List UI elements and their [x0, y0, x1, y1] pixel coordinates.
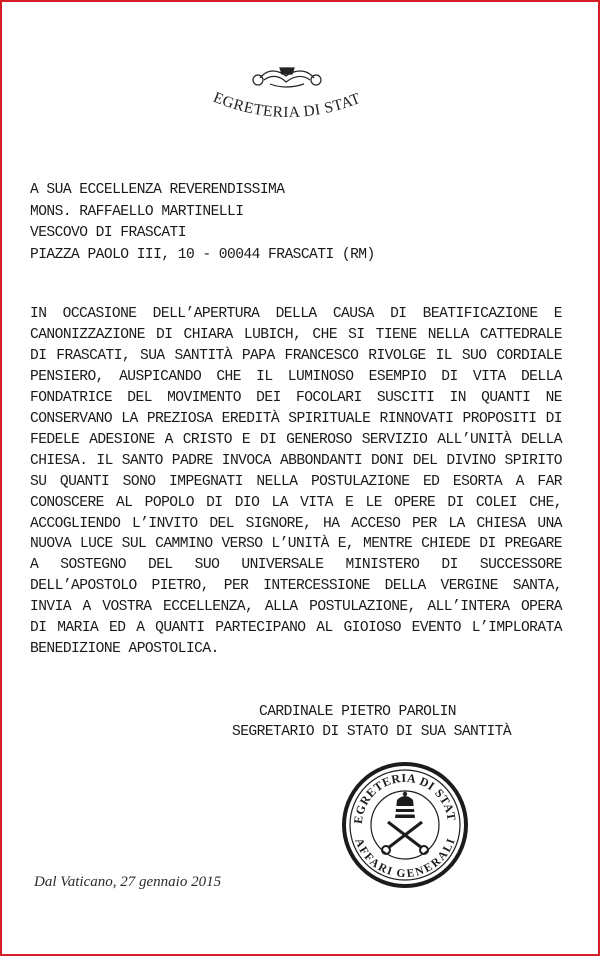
- letterhead-emblem: [198, 60, 378, 140]
- official-seal: [340, 760, 470, 890]
- signatory-title: SEGRETARIO DI STATO DI SUA SANTITÀ: [232, 724, 512, 740]
- addressee-line: A SUA ECCELLENZA REVERENDISSIMA: [30, 182, 285, 198]
- signatory-name: CARDINALE PIETRO PAROLIN: [259, 704, 456, 720]
- addressee-line: PIAZZA PAOLO III, 10 - 00044 FRASCATI (RM): [30, 246, 375, 263]
- keys-ribbon-icon: [253, 68, 321, 87]
- seal-bottom-text: AFFARI GENERALI: [352, 836, 458, 881]
- tiara-keys-icon: [382, 792, 428, 854]
- addressee-block: [30, 180, 562, 266]
- letter-body: IN OCCASIONE DELL’APERTURA DELLA CAUSA DI BEATIFICAZIONE E CANONIZZAZIONE DI CHIARA LUBICH, CHE SI TIENE NELLA CATTEDRALE DI FRASCATI, SUA SANTITÀ PAPA FRANCESCO RIVOLGE IL SUO CORDIALE PENSIERO, AUSPICANDO CHE IL LUMINOSO ESEMPIO DI VITA DELLA FONDATRICE DEL MOVIMENTO DEI FOCOLARI SUSCITI IN QUANTI NE CONSERVANO LA PREZIOSA EREDITÀ SPIRITUALE RINNOVATI PROPOSITI DI FEDELE ADESIONE A CRISTO E DI GENEROSO SERVIZIO ALL’UNITÀ DELLA CHIESA. IL SANTO PADRE INVOCA ABBONDANTI DONI DEL DIVINO SPIRITO SU QUANTI SONO IMPEGNATI NELLA POSTULAZIONE ED ESORTA A FAR CONOSCERE AL POPOLO DI DIO LA VITA E LE OPERE DI COLEI CHE, ACCOGLIENDO L’INVITO DEL SIGNORE, HA ACCESO PER LA CHIESA UNA NUOVA LUCE SUL CAMMINO VERSO L’UNITÀ E, MENTRE CHIEDE DI PREGARE A SOSTEGNO DEL SUO UNIVERSALE MINISTERO DI SUCCESSORE DELL’APOSTOLO PIETRO, PER INTERCESSIONE DELLA VERGINE SANTA, INVIA A VOSTRA ECCELLENZA, ALLA POSTULAZIONE, ALL’INTERA OPERA DI MARIA ED A QUANTI PARTECIPANO AL GIOIOSO EVENTO L’IMPLORATA BENEDIZIONE APOSTOLICA.: [30, 306, 562, 658]
- letterhead: [198, 60, 378, 140]
- letterhead-text: EGRETERIA DI STAT: [210, 88, 363, 122]
- addressee-line: VESCOVO DI FRASCATI: [30, 225, 186, 241]
- addressee-line: MONS. RAFFAELLO MARTINELLI: [30, 203, 244, 220]
- dateline: Dal Vaticano, 27 gennaio 2015: [34, 874, 222, 890]
- seal-top-text: EGRETERIA DI STAT: [350, 770, 459, 825]
